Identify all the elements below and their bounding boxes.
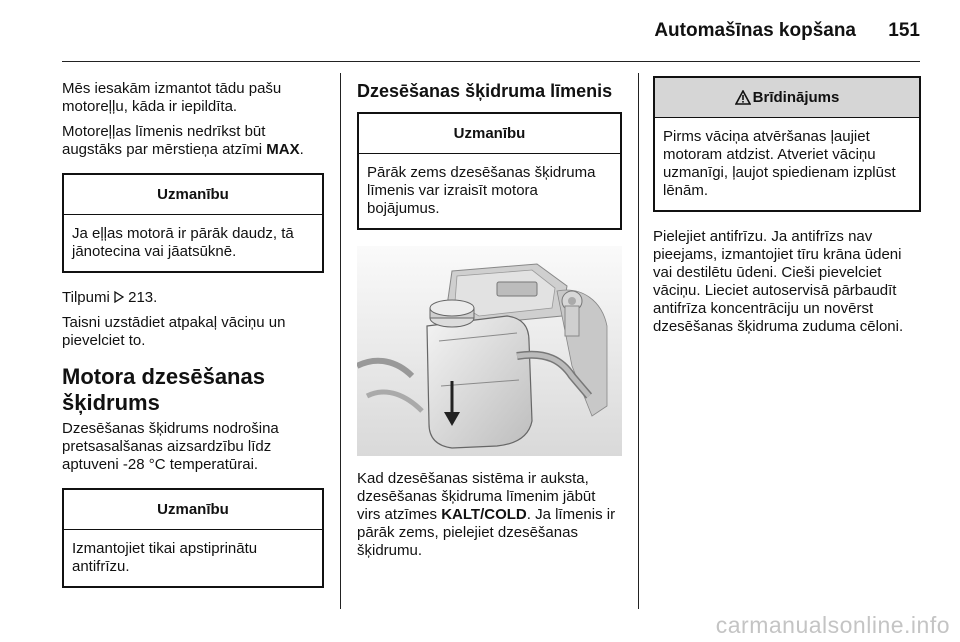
caution-box-title: Uzmanību — [64, 490, 322, 530]
caution-box-oil — [62, 173, 324, 273]
caution-box-text: Ja eļļas motorā ir pārāk daudz, tā jānotecina vai jāatsūknē. — [72, 225, 294, 260]
caution-box-low-level — [357, 112, 622, 230]
caution-box-text: Pārāk zems dzesēšanas šķidruma līmenis var izraisīt motora bojājumus. — [367, 164, 596, 217]
coolant-reservoir-illustration — [357, 246, 622, 456]
paragraph-add-antifreeze: Pielejiet antifrīzu. Ja antifrīzs nav pieejams, izmantojiet tīru krāna ūdeni vai destilētu ūdeni. Cieši pievelciet vāciņu. Lieciet autoservisā pārbaudīt antifrīza koncentrāciju un novērst dzesēšanas šķidruma zuduma cēloni. — [653, 228, 904, 335]
warning-box-header — [655, 78, 919, 118]
page-number: 151 — [888, 20, 920, 41]
paragraph-oil-level-text: Motoreļļas līmenis nedrīkst būt augstāks par mērstieņa atzīmi — [62, 123, 267, 158]
caution-box-text: Izmantojiet tikai apstiprinātu antifrīzu. — [72, 540, 258, 575]
max-mark-label: MAX — [266, 141, 300, 158]
warning-box — [653, 76, 921, 212]
column-divider-1 — [340, 73, 341, 609]
caution-box-antifreeze — [62, 488, 324, 588]
paragraph-oil-level-end: . — [299, 141, 304, 158]
running-header-title: Automašīnas kopšana — [654, 20, 856, 41]
coolant-level-text: Kad dzesēšanas sistēma ir auksta, dzesēšanas šķidruma līmenim jābūt virs atzīmes — [357, 470, 596, 523]
capacities-page-ref[interactable]: 213. — [128, 289, 158, 306]
column-1 — [62, 80, 324, 604]
warning-box-text: Pirms vāciņa atvēršanas ļaujiet motoram atdzist. Atveriet vāciņu uzmanīgi, ļaujot spiedienam izplūst lēnām. — [663, 128, 896, 199]
column-divider-2 — [638, 73, 639, 609]
paragraph-coolant-cold-level — [357, 470, 622, 560]
header-rule — [62, 61, 920, 62]
caution-box-title: Uzmanību — [359, 114, 620, 154]
caution-box-title: Uzmanību — [64, 175, 322, 215]
paragraph-coolant-protection: Dzesēšanas šķidrums nodrošina pretsasalšanas aizsardzību līdz aptuveni -28 °C temperatūrai. — [62, 420, 279, 473]
column-2 — [357, 80, 622, 567]
paragraph-recommend-oil: Mēs iesakām izmantot tādu pašu motoreļļu, kāda ir iepildīta. — [62, 80, 282, 115]
section-heading-coolant: Motora dzesēšanas šķidrums — [62, 364, 265, 415]
reference-arrow-icon — [114, 289, 124, 306]
paragraph-replace-cap: Taisni uzstādiet atpakaļ vāciņu un pievelciet to. — [62, 314, 286, 349]
warning-box-title: Brīdinājums — [752, 89, 840, 106]
paragraph-capacities — [62, 289, 324, 307]
capacities-label: Tilpumi — [62, 289, 114, 306]
watermark-text: carmanualsonline.info — [715, 612, 950, 638]
coolant-level-text-end: . Ja līmenis ir pārāk zems, pielejiet dzesēšanas šķidrumu. — [357, 506, 616, 559]
warning-triangle-icon — [735, 90, 751, 105]
paragraph-oil-level — [62, 123, 324, 159]
kalt-cold-mark-label: KALT/COLD — [441, 506, 527, 523]
section-heading-coolant-level: Dzesēšanas šķidruma līmenis — [357, 81, 613, 101]
column-3 — [653, 80, 921, 343]
